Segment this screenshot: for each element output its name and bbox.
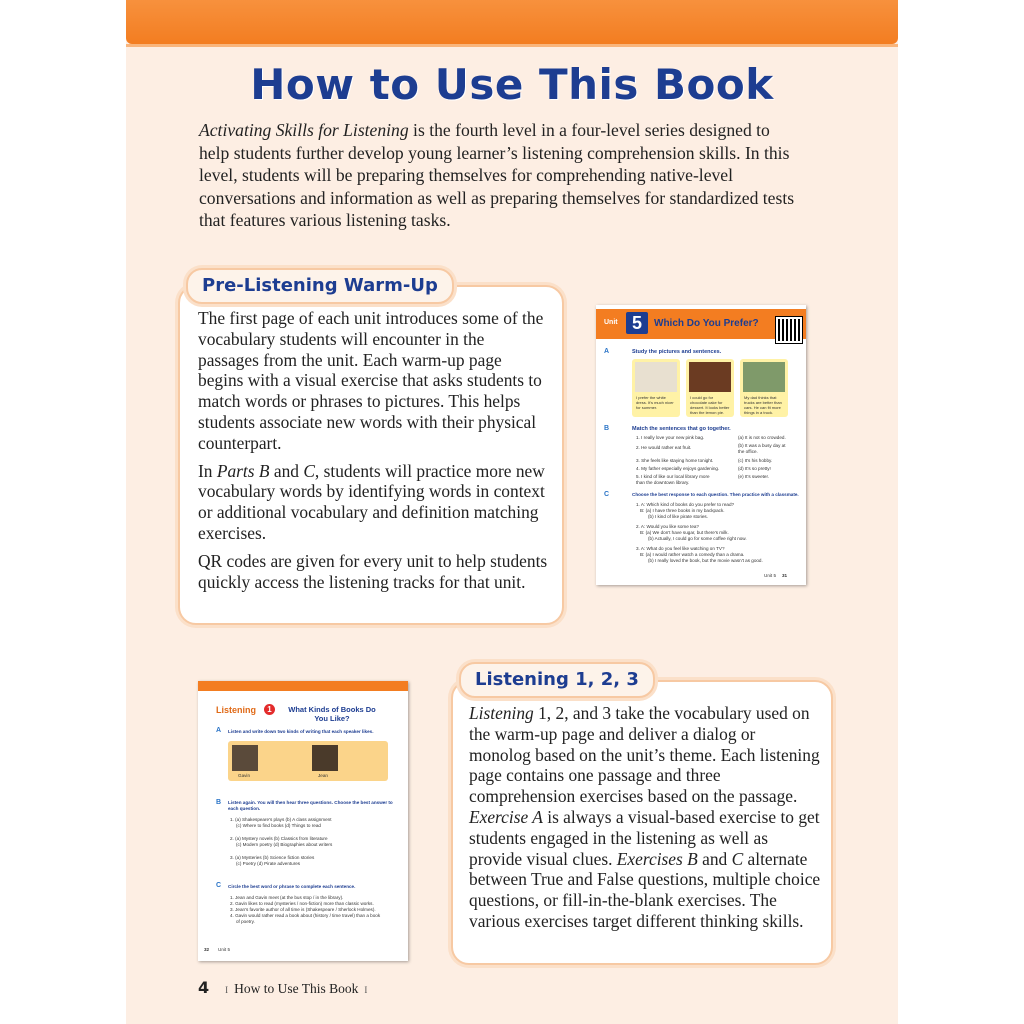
top-orange-band (126, 0, 898, 44)
exercise-c-letter: C (604, 491, 610, 498)
pre-listening-text (198, 308, 548, 599)
unit-page-thumbnail (596, 305, 806, 585)
choice-line: (c) Where to find books (d) Things to read (236, 823, 321, 828)
listening-number: 1 (264, 704, 275, 715)
italic-span: Listening (469, 703, 534, 723)
match-right: (c) It's his hobby. (738, 458, 773, 463)
listening-text (469, 703, 821, 932)
text-span: 3 (602, 703, 612, 723)
sentence-line: of poetry. (236, 919, 255, 924)
thumb-footer: Unit 5 (764, 573, 777, 578)
italic-span: Exercises B (616, 848, 698, 869)
speaker-photo (232, 745, 258, 771)
italic-span: C (303, 460, 315, 481)
picture-card (740, 359, 788, 417)
response-line: B: (a) We don't have sugar, but there's milk. (640, 530, 729, 535)
footer-label: How to Use This Book (234, 981, 359, 996)
text-span: , (546, 703, 556, 723)
listening-title: What Kinds of Books Do You Like? (288, 705, 376, 723)
choice-line: (c) Poetry (d) Pirate adventures (236, 861, 301, 866)
page-title: How to Use This Book (250, 60, 774, 109)
exercise-c-instruction: Choose the best response to each question. Then practice with a classmate. (632, 492, 799, 497)
text-span: 1 (533, 703, 547, 723)
cake-image (689, 362, 731, 392)
exercise-a-letter: A (216, 727, 222, 734)
response-line: (b) Actually, I could go for some coffee right now. (648, 536, 747, 541)
match-left: 5. I kind of like our local library more than the downtown library. (636, 474, 710, 485)
text-span: and (269, 460, 304, 481)
listening-top-band (198, 681, 408, 691)
speaker-bar (228, 741, 388, 781)
truck-image (743, 362, 785, 392)
exercise-c-instruction: Circle the best word or phrase to complete each sentence. (228, 884, 356, 889)
footer-separator: I (225, 985, 229, 995)
response-line: (b) I really loved the book, but the movie wasn't as good. (648, 558, 763, 563)
picture-caption: I prefer the white dress. It's much nicer for summer. (636, 395, 674, 410)
text-span: take the vocabulary used on the warm-up page and deliver a dialog or monolog based on the unit’s theme. Each listening page contains one passage and three comprehension exercises based on the passage. (469, 703, 820, 807)
exercise-a-instruction: Study the pictures and sentences. (632, 349, 722, 355)
exercise-b-letter: B (604, 425, 610, 432)
sentence-line: 3. Jean's favorite author of all time is (Shakespeare / Sherlock Holmes). (230, 907, 376, 912)
pre-listening-p3: QR codes are given for every unit to help students quickly access the listening tracks for that unit. (198, 550, 548, 592)
exercise-a-letter: A (604, 348, 610, 355)
match-right: (e) It's sweeter. (738, 474, 770, 479)
footer-separator: I (364, 985, 368, 995)
text-span: and (697, 848, 732, 869)
italic-span: Exercise A (469, 806, 543, 827)
sentence-line: 4. Gavin would rather read a book about (history / time travel) than a book (230, 913, 381, 918)
speaker-name: Gavin (238, 773, 251, 778)
text-span: , students will practice more new vocabulary words by identifying words in context or additional vocabulary and definition matching exercises. (198, 460, 545, 543)
response-line: (b) I kind of like pirate stories. (648, 514, 708, 519)
unit-header-band (596, 309, 806, 339)
response-line: 3. A: What do you feel like watching on TV? (636, 546, 725, 551)
picture-card (686, 359, 734, 417)
exercise-a-instruction: Listen and write down two kinds of writing that each speaker likes. (228, 729, 374, 734)
exercise-b-instruction: Listen again. You will then hear three questions. Choose the best answer to each question. (228, 800, 393, 811)
book-page (126, 0, 898, 1024)
choice-line: (c) Modern poetry (d) Biographies about writers (236, 842, 333, 847)
match-right: (b) It was a busy day at the office. (738, 443, 786, 454)
match-left: 3. She feels like staying home tonight. (636, 458, 714, 463)
intro-text: is the fourth level in a four-level series designed to help students further develop young learner’s listening comprehension skills. In this level, students will be preparing themselves for comprehending native-level conversations and information as well as preparing themselves for standardized tests that features various listening tasks. (199, 120, 795, 230)
qr-code-icon (776, 317, 802, 343)
intro-paragraph (199, 119, 799, 232)
response-line: B: (a) I would rather watch a comedy than a drama. (640, 552, 745, 557)
choice-line: 1. (a) Shakespeare's plays (b) A class assignment (230, 817, 332, 822)
picture-caption: My dad thinks that trucks are better than cars. He can fit more things in a truck. (744, 395, 782, 415)
dress-image (635, 362, 677, 392)
thumb-footer: Unit 5 (218, 947, 231, 952)
thumb-page-number: 32 (204, 947, 210, 952)
match-right: (a) It is not so crowded. (738, 435, 786, 440)
thumb-page-number: 31 (782, 573, 788, 578)
page-number: 4 (198, 978, 210, 997)
text-span: is always a visual-based exercise to get students engaged in the listening as well as provide visual clues. (469, 806, 820, 869)
italic-span: C (731, 848, 744, 869)
picture-caption: I could go for chocolate cake for dessert. It looks better than the lemon pie. (690, 395, 730, 415)
pre-listening-p2 (198, 461, 548, 544)
text-span: In (198, 460, 217, 481)
listening-page-thumbnail (198, 681, 408, 961)
match-left: 2. He would rather eat fruit. (636, 445, 692, 450)
text-span: 2 (555, 703, 565, 723)
sentence-line: 2. Gavin likes to read (mysteries / non-fiction) more than classic works. (230, 901, 374, 906)
response-line: 1. A: Which kind of books do you prefer to read? (636, 502, 735, 507)
unit-label: Unit (604, 319, 618, 326)
speaker-photo (312, 745, 338, 771)
italic-span: Parts B (216, 460, 270, 481)
sentence-line: 1. Jean and Gavin meet (at the bus stop / in the library). (230, 895, 344, 900)
unit-title: Which Do You Prefer? (654, 318, 759, 329)
listening-heading: Listening 1, 2, 3 (459, 662, 655, 698)
choice-line: 2. (a) Mystery novels (b) Classics from literature (230, 836, 328, 841)
text-span: , and (564, 703, 603, 723)
exercise-b-instruction: Match the sentences that go together. (632, 426, 731, 432)
text-span: alternate between True and False questions, multiple choice questions, or fill-in-the-blank exercises. The various exercises target different thinking skills. (469, 848, 821, 931)
page-footer (198, 978, 373, 997)
match-right: (d) It's so pretty! (738, 466, 771, 471)
exercise-b-letter: B (216, 799, 222, 806)
response-line: B: (a) I have three books in my backpack. (640, 508, 725, 513)
match-left: 4. My father especially enjoys gardening. (636, 466, 720, 471)
pre-listening-heading: Pre-Listening Warm-Up (186, 268, 454, 304)
picture-card (632, 359, 680, 417)
response-line: 2. A: Would you like some tea? (636, 524, 699, 529)
book-title-italic: Activating Skills for Listening (199, 120, 409, 140)
speaker-name: Jean (318, 773, 328, 778)
choice-line: 3. (a) Mysteries (b) Science fiction stories (230, 855, 315, 860)
exercise-c-letter: C (216, 882, 222, 889)
match-left: 1. I really love your new pink bag. (636, 435, 705, 440)
unit-number: 5 (626, 312, 648, 334)
pre-listening-p1: The first page of each unit introduces some of the vocabulary students will encounter in the passages from the unit. Each warm-up page begins with a visual exercise that asks students to match words or phrases to pictures. This helps students associate new words with their physical counterpart. (198, 308, 544, 453)
listening-label: Listening (216, 705, 256, 715)
